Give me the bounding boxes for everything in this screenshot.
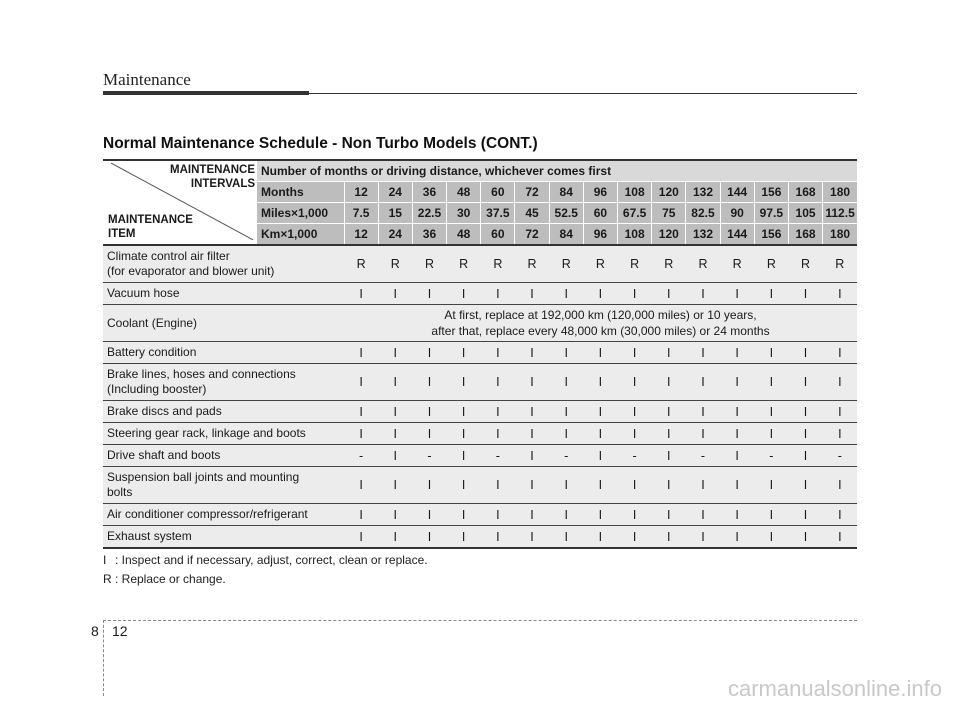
item-name (103, 305, 344, 342)
schedule-mark: I (481, 504, 515, 526)
schedule-mark: I (720, 364, 754, 401)
table-row (103, 467, 857, 504)
schedule-mark: I (412, 526, 446, 549)
interval-value: 180 (823, 182, 857, 203)
schedule-mark: I (618, 467, 652, 504)
schedule-mark: I (754, 467, 788, 504)
schedule-mark: I (515, 401, 549, 423)
interval-value: 72 (515, 224, 549, 246)
schedule-mark: I (549, 504, 583, 526)
schedule-mark: I (686, 401, 720, 423)
schedule-mark: I (344, 283, 378, 305)
table-row (103, 445, 857, 467)
interval-label: Months (257, 182, 344, 203)
interval-value: 180 (823, 224, 857, 246)
schedule-mark: I (481, 467, 515, 504)
schedule-mark: R (515, 245, 549, 283)
schedule-mark: I (652, 283, 686, 305)
table-row (103, 526, 857, 549)
interval-value: 168 (788, 224, 822, 246)
schedule-mark: I (344, 504, 378, 526)
schedule-mark: I (652, 504, 686, 526)
schedule-mark: I (481, 526, 515, 549)
schedule-mark: I (720, 467, 754, 504)
schedule-mark: I (686, 283, 720, 305)
schedule-mark: I (720, 283, 754, 305)
schedule-mark: I (618, 342, 652, 364)
schedule-mark: I (447, 364, 481, 401)
corner-bottom-line: ITEM (108, 228, 136, 240)
schedule-mark: I (823, 504, 857, 526)
schedule-mark: I (378, 401, 412, 423)
header-row-span (103, 160, 857, 182)
schedule-mark: R (447, 245, 481, 283)
page-header-title: Maintenance (103, 70, 191, 89)
schedule-mark: I (447, 283, 481, 305)
schedule-mark: I (412, 423, 446, 445)
schedule-mark: I (720, 423, 754, 445)
schedule-mark: I (481, 401, 515, 423)
schedule-mark: I (788, 526, 822, 549)
legend-key: R (103, 572, 112, 586)
schedule-mark: R (754, 245, 788, 283)
schedule-mark: R (549, 245, 583, 283)
schedule-mark: I (652, 467, 686, 504)
interval-value: 108 (618, 182, 652, 203)
interval-value: 144 (720, 224, 754, 246)
schedule-mark: I (412, 467, 446, 504)
schedule-mark: I (378, 283, 412, 305)
chapter-number: 8 (91, 623, 99, 639)
schedule-mark: I (788, 283, 822, 305)
schedule-mark: I (412, 342, 446, 364)
legend-text: : Inspect and if necessary, adjust, correct, clean or replace. (115, 553, 428, 567)
corner-top-line: MAINTENANCE (170, 164, 256, 176)
schedule-mark: R (344, 245, 378, 283)
interval-note-line: At first, replace at 192,000 km (120,000 miles) or 10 years, (444, 308, 757, 322)
interval-value: 105 (788, 203, 822, 224)
interval-value: 168 (788, 182, 822, 203)
interval-value: 84 (549, 224, 583, 246)
interval-value: 48 (447, 182, 481, 203)
schedule-mark: I (549, 283, 583, 305)
footer-divider (103, 620, 104, 696)
schedule-mark: I (788, 445, 822, 467)
schedule-mark: I (652, 364, 686, 401)
item-name-line: Steering gear rack, linkage and boots (107, 426, 306, 440)
item-name-line: bolts (107, 485, 133, 499)
schedule-mark: I (754, 526, 788, 549)
schedule-mark: I (549, 526, 583, 549)
schedule-mark: I (652, 445, 686, 467)
interval-value: 90 (720, 203, 754, 224)
table-row (103, 401, 857, 423)
header-corner-cell (103, 160, 257, 245)
interval-value: 84 (549, 182, 583, 203)
interval-value: 12 (344, 224, 378, 246)
interval-value: 156 (754, 182, 788, 203)
item-name-line: Suspension ball joints and mounting (107, 470, 300, 484)
interval-value: 120 (652, 182, 686, 203)
schedule-mark: I (652, 526, 686, 549)
schedule-mark: R (618, 245, 652, 283)
item-name-line: Vacuum hose (107, 286, 180, 300)
interval-label: Km×1,000 (257, 224, 344, 246)
schedule-mark: I (344, 467, 378, 504)
schedule-mark: I (515, 526, 549, 549)
schedule-mark: I (481, 342, 515, 364)
schedule-mark: I (515, 342, 549, 364)
schedule-mark: I (378, 342, 412, 364)
interval-value: 108 (618, 224, 652, 246)
schedule-mark: I (618, 526, 652, 549)
schedule-mark: I (515, 504, 549, 526)
schedule-mark: I (652, 423, 686, 445)
interval-value: 96 (583, 224, 617, 246)
schedule-mark: - (754, 445, 788, 467)
schedule-mark: I (583, 401, 617, 423)
interval-value: 72 (515, 182, 549, 203)
interval-value: 60 (481, 224, 515, 246)
item-name-line: Exhaust system (107, 529, 192, 543)
item-name (103, 401, 344, 423)
schedule-mark: I (754, 423, 788, 445)
interval-value: 36 (412, 224, 446, 246)
interval-value: 24 (378, 182, 412, 203)
schedule-mark: I (652, 401, 686, 423)
interval-value: 132 (686, 182, 720, 203)
schedule-mark: I (754, 504, 788, 526)
section-title: Normal Maintenance Schedule - Non Turbo Models (CONT.) (103, 135, 538, 152)
interval-note-line: after that, replace every 48,000 km (30,000 miles) or 24 months (431, 324, 770, 338)
schedule-mark: I (754, 342, 788, 364)
interval-value: 48 (447, 224, 481, 246)
schedule-mark: I (447, 467, 481, 504)
item-name-line: Brake discs and pads (107, 404, 222, 418)
schedule-mark: I (583, 504, 617, 526)
schedule-mark: I (720, 342, 754, 364)
schedule-mark: I (378, 445, 412, 467)
corner-intervals-label (170, 163, 255, 191)
schedule-mark: I (788, 364, 822, 401)
item-name-line: Drive shaft and boots (107, 448, 221, 462)
watermark-text: carmanualsonline.info (727, 676, 942, 701)
item-name-line: Coolant (Engine) (107, 315, 198, 330)
schedule-mark: I (823, 364, 857, 401)
schedule-mark: I (481, 283, 515, 305)
schedule-mark: I (720, 445, 754, 467)
schedule-mark: - (344, 445, 378, 467)
interval-span-header: Number of months or driving distance, whichever comes first (257, 160, 857, 182)
schedule-mark: R (583, 245, 617, 283)
legend-text: : Replace or change. (115, 572, 226, 586)
interval-value: 60 (481, 182, 515, 203)
table-row (103, 342, 857, 364)
schedule-mark: I (583, 445, 617, 467)
schedule-mark: I (788, 423, 822, 445)
schedule-mark: R (652, 245, 686, 283)
schedule-mark: I (823, 526, 857, 549)
schedule-mark: I (515, 364, 549, 401)
schedule-mark: I (686, 364, 720, 401)
corner-bottom-line: MAINTENANCE (108, 214, 193, 226)
interval-value: 97.5 (754, 203, 788, 224)
schedule-mark: I (686, 467, 720, 504)
maintenance-schedule-table (103, 159, 857, 549)
schedule-mark: I (720, 401, 754, 423)
interval-value: 24 (378, 224, 412, 246)
interval-value: 22.5 (412, 203, 446, 224)
interval-value: 75 (652, 203, 686, 224)
schedule-mark: I (823, 401, 857, 423)
schedule-mark: I (344, 342, 378, 364)
interval-value: 52.5 (549, 203, 583, 224)
schedule-mark: I (549, 364, 583, 401)
item-name-line: Brake lines, hoses and connections (107, 367, 296, 381)
item-name (103, 364, 344, 401)
item-name (103, 423, 344, 445)
interval-value: 67.5 (618, 203, 652, 224)
schedule-mark: I (447, 342, 481, 364)
interval-value: 37.5 (481, 203, 515, 224)
schedule-mark: I (549, 342, 583, 364)
item-name-line: Air conditioner compressor/refrigerant (107, 507, 308, 521)
interval-value: 132 (686, 224, 720, 246)
schedule-mark: I (618, 401, 652, 423)
schedule-mark: I (447, 401, 481, 423)
interval-value: 15 (378, 203, 412, 224)
schedule-mark: - (686, 445, 720, 467)
interval-value: 120 (652, 224, 686, 246)
schedule-mark: I (686, 342, 720, 364)
schedule-mark: I (549, 467, 583, 504)
schedule-mark: I (754, 283, 788, 305)
table-row (103, 504, 857, 526)
schedule-mark: I (481, 364, 515, 401)
item-name-line: (Including booster) (107, 382, 207, 396)
schedule-mark: I (754, 401, 788, 423)
item-name (103, 445, 344, 467)
schedule-mark: I (378, 467, 412, 504)
schedule-mark: - (549, 445, 583, 467)
schedule-mark: I (583, 526, 617, 549)
item-name (103, 342, 344, 364)
schedule-mark: R (788, 245, 822, 283)
schedule-mark: I (788, 467, 822, 504)
interval-value: 45 (515, 203, 549, 224)
schedule-mark: I (447, 423, 481, 445)
table-row (103, 305, 857, 342)
table-row (103, 245, 857, 283)
schedule-mark: I (686, 423, 720, 445)
item-name-line: Climate control air filter (107, 249, 230, 263)
schedule-mark: I (447, 445, 481, 467)
schedule-mark: I (652, 342, 686, 364)
schedule-mark: I (686, 504, 720, 526)
legend-entry (103, 553, 428, 567)
footer-rule (103, 620, 857, 621)
legend-entry (103, 572, 226, 586)
schedule-mark: I (823, 423, 857, 445)
schedule-mark: I (378, 364, 412, 401)
schedule-mark: - (412, 445, 446, 467)
schedule-mark: I (344, 364, 378, 401)
schedule-mark: I (412, 401, 446, 423)
schedule-mark: R (686, 245, 720, 283)
schedule-mark: I (412, 364, 446, 401)
interval-value: 156 (754, 224, 788, 246)
schedule-mark: I (515, 467, 549, 504)
schedule-mark: I (447, 504, 481, 526)
schedule-mark: I (618, 364, 652, 401)
interval-value: 7.5 (344, 203, 378, 224)
page-number: 12 (112, 623, 128, 639)
schedule-mark: I (583, 364, 617, 401)
schedule-mark: I (378, 504, 412, 526)
corner-item-label (108, 213, 193, 241)
header-rule (103, 93, 857, 94)
item-name (103, 283, 344, 305)
schedule-mark: I (823, 283, 857, 305)
schedule-mark: I (823, 467, 857, 504)
schedule-mark: R (378, 245, 412, 283)
interval-value: 112.5 (823, 203, 857, 224)
item-name (103, 526, 344, 549)
item-name-line: (for evaporator and blower unit) (107, 264, 275, 278)
schedule-mark: I (515, 283, 549, 305)
schedule-mark: I (412, 504, 446, 526)
schedule-mark: I (788, 504, 822, 526)
schedule-mark: - (823, 445, 857, 467)
schedule-mark: R (720, 245, 754, 283)
schedule-mark: I (344, 401, 378, 423)
interval-value: 12 (344, 182, 378, 203)
item-name-line: Battery condition (107, 345, 197, 359)
interval-value: 96 (583, 182, 617, 203)
schedule-mark: I (754, 364, 788, 401)
schedule-mark: I (686, 526, 720, 549)
interval-label: Miles×1,000 (257, 203, 344, 224)
schedule-mark: I (549, 401, 583, 423)
schedule-mark: I (515, 445, 549, 467)
schedule-mark: I (788, 401, 822, 423)
table-row (103, 364, 857, 401)
schedule-mark: R (481, 245, 515, 283)
schedule-mark: I (618, 283, 652, 305)
schedule-mark: I (583, 423, 617, 445)
schedule-mark: I (378, 423, 412, 445)
interval-value: 144 (720, 182, 754, 203)
corner-top-line: INTERVALS (190, 178, 256, 190)
schedule-mark: I (823, 342, 857, 364)
item-name (103, 467, 344, 504)
schedule-mark: I (344, 423, 378, 445)
schedule-mark: I (447, 526, 481, 549)
schedule-mark: - (481, 445, 515, 467)
schedule-mark: I (412, 283, 446, 305)
table-row (103, 283, 857, 305)
item-name (103, 504, 344, 526)
table-row (103, 423, 857, 445)
schedule-mark: I (720, 504, 754, 526)
schedule-mark: I (583, 283, 617, 305)
interval-value: 30 (447, 203, 481, 224)
schedule-mark: R (823, 245, 857, 283)
interval-value: 36 (412, 182, 446, 203)
schedule-mark: I (378, 526, 412, 549)
interval-note (344, 305, 857, 342)
item-name (103, 245, 344, 283)
schedule-mark: I (549, 423, 583, 445)
schedule-mark: I (583, 467, 617, 504)
schedule-mark: I (344, 526, 378, 549)
legend-key: I (103, 553, 107, 567)
schedule-mark: I (788, 342, 822, 364)
schedule-mark: I (618, 504, 652, 526)
interval-value: 82.5 (686, 203, 720, 224)
schedule-mark: - (618, 445, 652, 467)
schedule-mark: I (618, 423, 652, 445)
schedule-mark: R (412, 245, 446, 283)
schedule-mark: I (583, 342, 617, 364)
interval-value: 60 (583, 203, 617, 224)
schedule-mark: I (720, 526, 754, 549)
schedule-mark: I (515, 423, 549, 445)
schedule-mark: I (481, 423, 515, 445)
